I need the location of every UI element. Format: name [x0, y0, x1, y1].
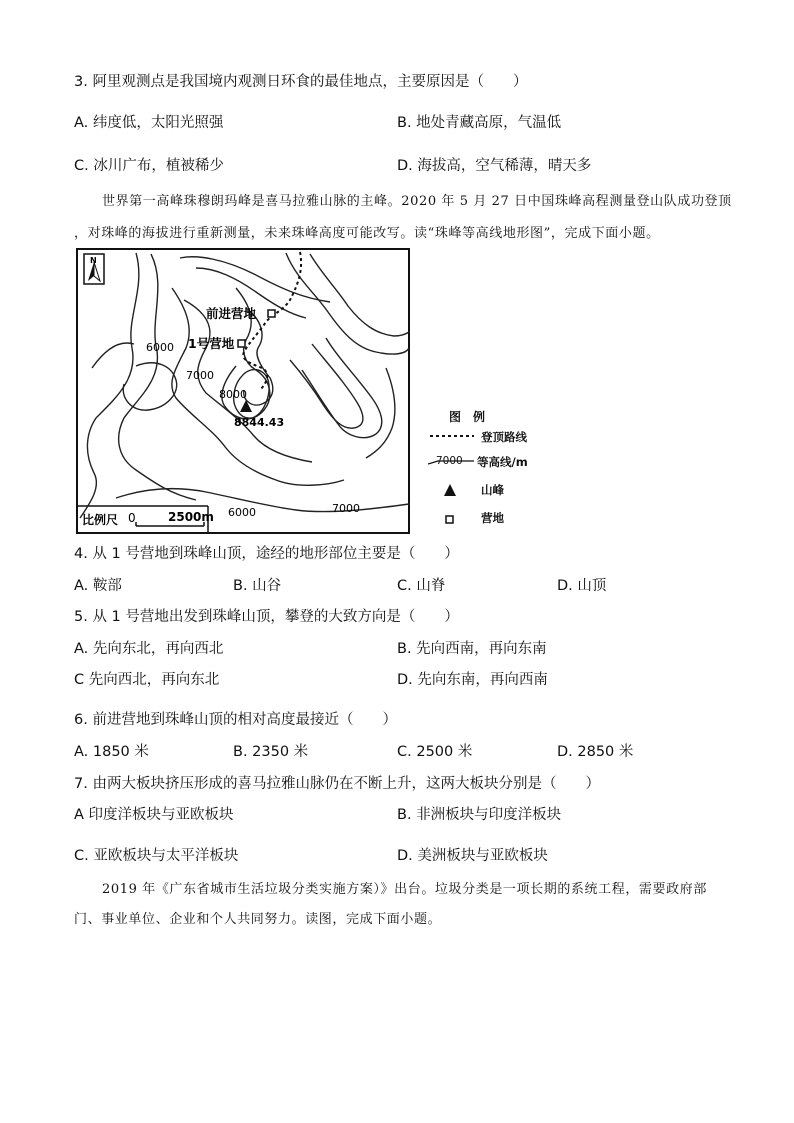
legend-title: 图 例 [449, 410, 486, 424]
legend-camp-icon [446, 516, 453, 523]
forward-camp-label: 前进营地 [206, 306, 257, 321]
peak-height-label: 8844.43 [234, 416, 285, 429]
q3-option-d: D. 海拔高，空气稀薄，晴天多 [397, 158, 592, 174]
q4-option-a: A. 鞍部 [74, 578, 122, 594]
q3-option-b: B. 地处青藏高原，气温低 [397, 115, 562, 131]
contour-map-figure [76, 248, 422, 534]
question-5-stem: 5. 从 1 号营地出发到珠峰山顶，攀登的大致方向是（ ） [74, 609, 459, 625]
scale-end-label: 2500m [168, 510, 214, 524]
camp1-label: 1号营地 [188, 336, 235, 351]
question-6-stem: 6. 前进营地到珠峰山顶的相对高度最接近（ ） [74, 712, 397, 728]
q5-option-a: A. 先向东北，再向西北 [74, 641, 224, 657]
north-arrow-icon [84, 254, 104, 284]
intro-paragraph-1-line-2: ，对珠峰的海拔进行重新测量，未来珠峰高度可能改写。读“珠峰等高线地形图”，完成下面小题。 [74, 226, 660, 241]
contour-label-7000-a: 7000 [186, 369, 214, 382]
contour-label-6000-a: 6000 [146, 341, 174, 354]
q5-option-b: B. 先向西南，再向东南 [397, 641, 547, 657]
q6-option-b: B. 2350 米 [233, 744, 309, 760]
question-4-stem: 4. 从 1 号营地到珠峰山顶，途经的地形部位主要是（ ） [74, 546, 459, 562]
contour-label-7000-b: 7000 [332, 502, 360, 515]
legend-route-label: 登顶路线 [481, 430, 527, 444]
legend-peak-icon [444, 484, 456, 496]
q7-option-d: D. 美洲板块与亚欧板块 [397, 848, 548, 864]
legend-contour-label: 等高线/m [477, 455, 528, 469]
q3-option-c: C. 冰川广布，植被稀少 [74, 158, 224, 174]
q4-option-d: D. 山顶 [557, 578, 607, 594]
question-3-stem: 3. 阿里观测点是我国境内观测日环食的最佳地点，主要原因是（ ） [74, 74, 528, 90]
q4-option-c: C. 山脊 [397, 578, 446, 594]
intro-paragraph-2-line-2: 门、事业单位、企业和个人共同努力。读图，完成下面小题。 [74, 912, 442, 927]
q7-option-c: C. 亚欧板块与太平洋板块 [74, 848, 239, 864]
question-7-stem: 7. 由两大板块挤压形成的喜马拉雅山脉仍在不断上升，这两大板块分别是（ ） [74, 776, 600, 792]
camp1-marker [238, 340, 245, 347]
scale-start-label: 0 [128, 511, 136, 525]
intro-paragraph-1-line-1: 世界第一高峰珠穆朗玛峰是喜马拉雅山脉的主峰。2020 年 5 月 27 日中国珠峰高程测量登山队成功登顶 [102, 194, 732, 209]
q6-option-d: D. 2850 米 [557, 744, 634, 760]
q7-option-a: A 印度洋板块与亚欧板块 [74, 807, 234, 823]
scale-label: 比例尺 [82, 513, 119, 527]
contour-label-6000-b: 6000 [228, 506, 256, 519]
legend-camp-label: 营地 [481, 511, 504, 525]
q6-option-a: A. 1850 米 [74, 744, 149, 760]
q5-option-c: C 先向西北，再向东北 [74, 672, 220, 688]
legend-peak-label: 山峰 [481, 483, 504, 497]
contour-label-8000: 8000 [219, 388, 247, 401]
intro-paragraph-2-line-1: 2019 年《广东省城市生活垃圾分类实施方案）》出台。垃圾分类是一项长期的系统工程，需要政府部 [102, 882, 707, 897]
legend-contour-value: 7000 [436, 455, 463, 467]
q4-option-b: B. 山谷 [233, 578, 282, 594]
q6-option-c: C. 2500 米 [397, 744, 473, 760]
forward-camp-marker [268, 310, 275, 317]
contour-map-svg [76, 248, 422, 534]
q5-option-d: D. 先向东南，再向西南 [397, 672, 548, 688]
north-label: N [90, 256, 97, 265]
q7-option-b: B. 非洲板块与印度洋板块 [397, 807, 562, 823]
q3-option-a: A. 纬度低，太阳光照强 [74, 115, 224, 131]
legend-symbols [428, 428, 478, 528]
